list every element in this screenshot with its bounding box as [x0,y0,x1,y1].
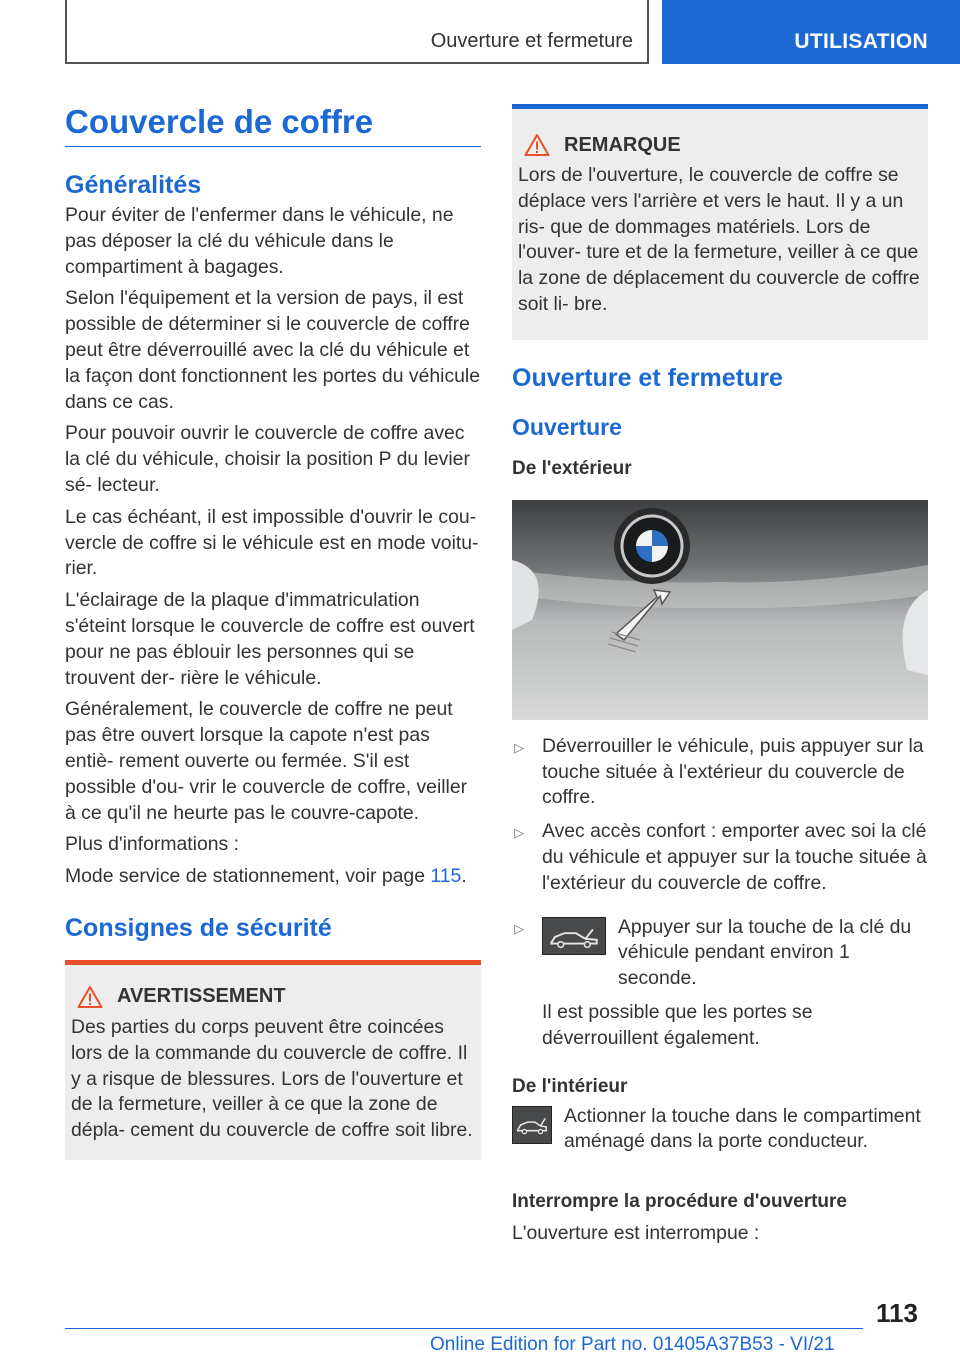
warning-text: Des parties du corps peuvent être coincées lors de la commande du couvercle de coffre. Il y a risque de blessures. Lors de l'ouverture et de la fermeture, veiller à ce que la zone de dépla‐ cement du couvercle de coffre soit libre. [71,1015,473,1142]
warning-triangle-icon [77,985,103,1009]
header-chapter-tab [662,0,960,64]
step-text: Avec accès confort : emporter avec soi la clé du véhicule et appuyer sur la touche située à l'extérieur du couvercle de coffre. [542,820,927,894]
step-text: Déverrouiller le véhicule, puis appuyer sur la touche située à l'extérieur du couvercle de coffre. [542,734,924,809]
remark-title: REMARQUE [564,133,681,156]
interrupt-text: L'ouverture est interrompue : [512,1222,760,1245]
heading-ouverture-fermeture: Ouverture et fermeture [512,363,783,392]
paragraph: Pour éviter de l'enfermer dans le véhicule, ne pas déposer la clé du véhicule dans le compartiment à bagages. [65,204,454,278]
warning-header [71,985,475,1009]
key-step-text: Appuyer sur la touche de la clé du véhicule pendant environ 1 seconde. [618,915,912,990]
trunk-key-button-icon [542,917,606,955]
page-number: 113 [876,1298,918,1328]
heading-generalites: Généralités [65,171,202,199]
page-title: Couvercle de coffre [65,103,374,140]
paragraph: L'éclairage de la plaque d'immatriculation s'éteint lorsque le couvercle de coffre est ouvert pour ne pas éblouir les personnes qui se trouvent der‐ rière le véhicule. [65,589,475,689]
remark-header [518,133,922,157]
heading-ouverture: Ouverture [512,413,622,440]
remark-box [512,104,928,340]
header-chapter-title: UTILISATION [794,30,928,53]
left-column [65,100,481,1160]
interior-text: Actionner la touche dans le compartiment aménagé dans la porte conducteur. [564,1104,921,1153]
trunk-button-photo [512,500,928,720]
paragraph: Le cas échéant, il est impossible d'ouvrir le cou‐ vercle de coffre si le véhicule est en mode voitu‐ rier. [65,505,479,580]
page-reference [65,864,481,890]
paragraph: Plus d'informations : [65,833,239,856]
heading-interieur: De l'intérieur [512,1075,628,1097]
heading-consignes: Consignes de sécurité [65,913,332,942]
paragraph: Selon l'équipement et la version de pays, il est possible de déterminer si le couvercle de coffre peut être déverrouillé avec la clé du véhicule et la façon dont fonctionnent les portes du véhicule dans ce cas. [65,287,481,413]
key-row [542,915,928,992]
warning-box [65,960,481,1160]
footer-rule [65,1328,863,1329]
header-section-title: Ouverture et fermeture [430,30,633,52]
header-section-box [65,0,649,64]
paragraph: Pour pouvoir ouvrir le couvercle de coffre avec la clé du véhicule, choisir la position P du levier sé‐ lecteur. [65,422,470,496]
warning-triangle-icon [524,133,550,157]
interior-row [512,1104,928,1156]
footer-edition: Online Edition for Part no. 01405A37B53 - VI/21 [430,1334,835,1355]
paragraph: Généralement, le couvercle de coffre ne peut pas être ouvert lorsque la capote n'est pas entiè‐ rement ouverte ou fermée. S'il est possible d'ou‐ vrir le couvercle de coffre, veiller à ce qu'il ne heurte pas le couvre-capote. [65,698,468,824]
remark-text: Lors de l'ouverture, le couvercle de coffre se déplace vers l'arrière et vers le haut. Il y a un ris‐ que de dommages matériels. Lors de l'ouver‐ ture et de la fermeture, veiller à ce que la zone de déplacement du couvercle de coffre soit li‐ bre. [518,164,920,315]
step-body [542,915,928,1052]
heading-exterieur: De l'extérieur [512,457,632,479]
reference-text: Mode service de stationnement, voir page [65,865,426,888]
bullet-arrow-icon: ▷ [514,739,524,755]
bullet-arrow-icon: ▷ [514,825,524,841]
heading-interrompre: Interrompre la procédure d'ouverture [512,1191,847,1213]
trunk-door-button-icon [512,1106,552,1144]
warning-title: AVERTISSEMENT [117,985,286,1008]
key-step-note: Il est possible que les portes se déverrouillent également. [542,1000,813,1049]
reference-end: . [461,865,467,888]
title-rule [65,146,481,147]
page-link[interactable]: 115 [430,865,462,888]
step-item [512,819,928,896]
bullet-arrow-icon: ▷ [514,920,524,936]
step-item [512,734,928,811]
step-item [512,915,928,1052]
right-column [512,104,928,1247]
